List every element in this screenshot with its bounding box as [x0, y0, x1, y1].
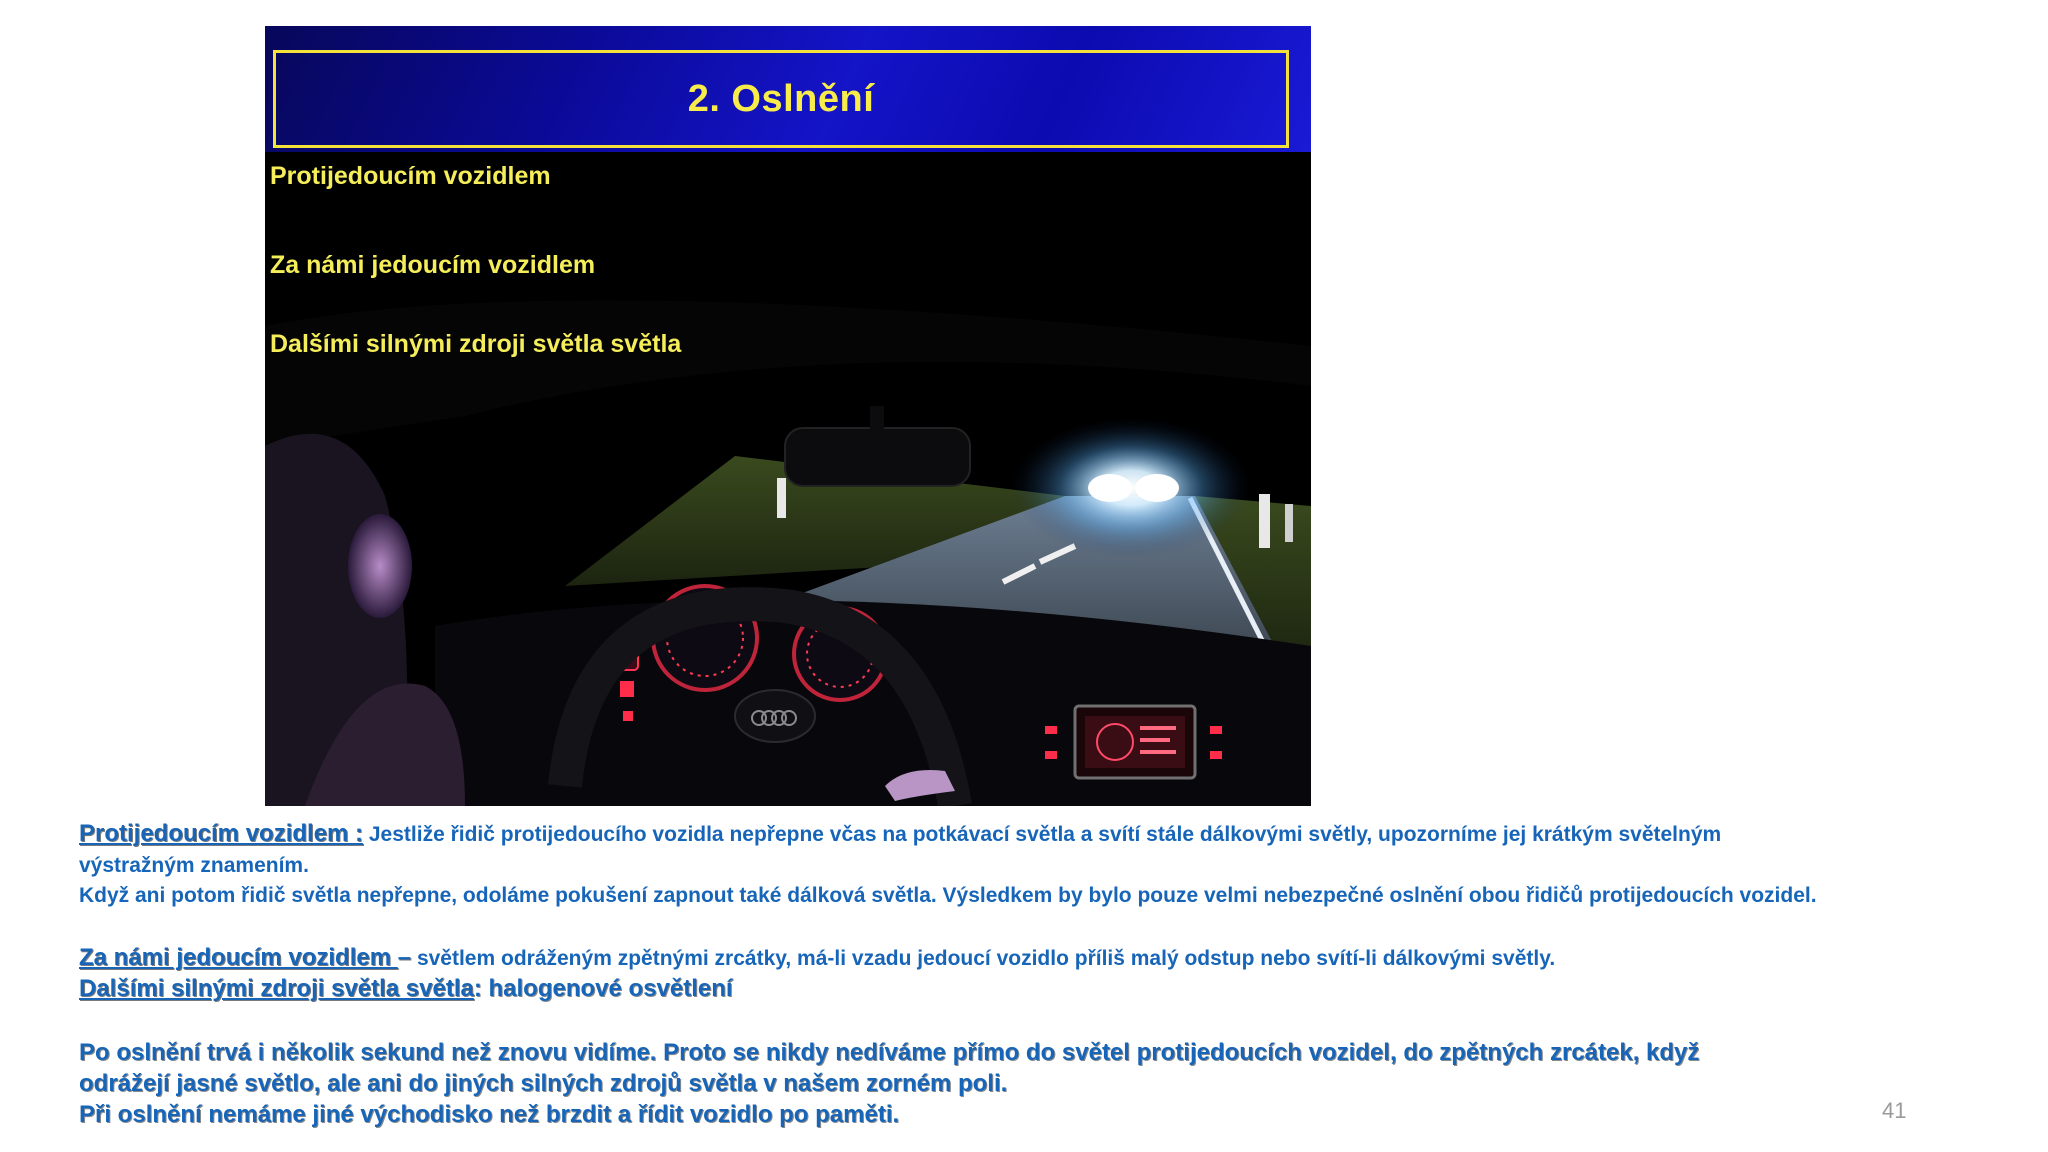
slide-title: 2. Oslnění [687, 77, 875, 120]
text-other-sources: : halogenové osvětlení [473, 975, 733, 1002]
slide-bullet-following: Za námi jedoucím vozidlem [270, 251, 596, 279]
slide-image [265, 26, 1311, 806]
paragraph-recovery-line1: Po oslnění trvá i několik sekund než znovu vidíme. Proto se nikdy nedíváme přímo do světel protijedoucích vozidel, do zpětných zrcátek, když [79, 1039, 1700, 1066]
heading-following: Za námi jedoucím vozidlem [79, 944, 398, 971]
headlight [1135, 474, 1179, 502]
rearview-mirror [785, 428, 970, 486]
paragraph-no-highbeam: Když ani potom řidič světla nepřepne, odoláme pokušení zapnout také dálková světla. Výsledkem by bylo pouze velmi nebezpečné oslnění obou řidičů protijedoucích vozidel. [79, 884, 1817, 907]
heading-oncoming: Protijedoucím vozidlem : [79, 820, 364, 847]
paragraph-no-escape: Při oslnění nemáme jiné východisko než brzdit a řídit vozidlo po paměti. [79, 1101, 900, 1128]
paragraph-recovery-line2: odrážejí jasné světlo, ale ani do jiných silných zdrojů světla v našem zorném poli. [79, 1070, 1008, 1097]
mirror-mount [870, 406, 884, 432]
text-following: světlem odráženým zpětnými zrcátky, má-li vzadu jedoucí vozidlo příliš malý odstup nebo svítí-li dálkovými světly. [411, 947, 1556, 970]
slide-bullet-oncoming: Protijedoucím vozidlem [270, 162, 551, 190]
slide-title-frame [273, 50, 1289, 148]
paragraph-following [79, 942, 1839, 974]
page-number: 41 [1882, 1098, 1907, 1123]
text-oncoming: Jestliže řidič protijedoucího vozidla nepřepne včas na potkávací světla a svítí stále dálkovými světly, upozorníme jej krátkým světelným výstražným znamením. [79, 823, 1722, 877]
driver-face [348, 514, 412, 618]
paragraph-oncoming [79, 818, 1839, 881]
slide-bullet-other-sources: Dalšími silnými zdroji světla světla [270, 330, 682, 358]
roadside-post [1285, 504, 1293, 542]
headlight [1088, 474, 1132, 502]
heading-other-sources: Dalšími silnými zdroji světla světla [79, 975, 474, 1002]
roadside-post [1259, 494, 1270, 548]
paragraph-other-sources [79, 973, 1839, 1004]
dash: – [397, 944, 412, 971]
roadside-post [777, 478, 786, 518]
